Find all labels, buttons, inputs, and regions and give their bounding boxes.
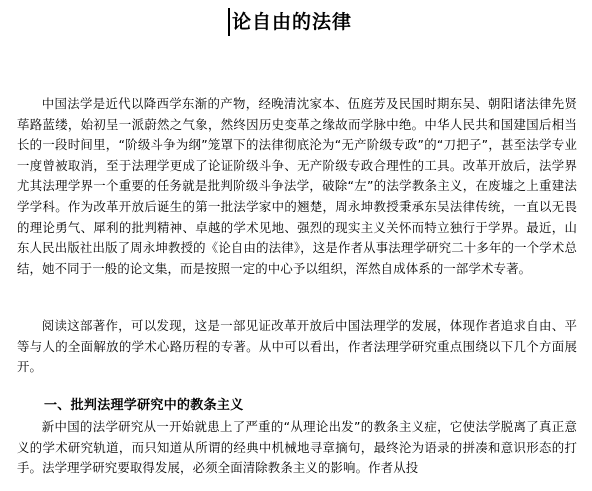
text-cursor — [228, 8, 230, 36]
paragraph-text: 中国法学是近代以降西学东渐的产物，经晚清沈家本、伍庭芳及民国时期东吴、朝阳诸法律先贤荜路蓝缕，始初呈一派蔚然之气象，然终因历史变革之缘故而学脉中绝。中华人民共和国建国后相当长的一段时间里，“阶级斗争为纲”笼罩下的法律彻底沦为“无产阶级专政”的“刀把子”，甚至法学专业一度曾被取消，至于法理学更成了论证阶级斗争、无产阶级专政合理性的工具。改革开放后，法学界尤其法理学界一个重要的任务就是批判阶级斗争法学，破除“左”的法学教条主义，在废墟之上重建法学学科。作为改革开放后诞生的第一批法学家中的翘楚，周永坤教授秉承东吴法律传统，一直以无畏的理论勇气、犀利的批判精神、卓越的学术见地、强烈的现实主义关怀而特立独行于学界。最近，山东人民出版社出版了周永坤教授的《论自由的法律》，这是作者从事法理学研究二十多年的一个学术总结，她不同于一般的论文集，而是按照一定的中心予以组织，浑然自成体系的一部学术专著。 — [17, 96, 577, 276]
title-area — [228, 6, 352, 38]
document-title: 论自由的法律 — [232, 11, 353, 33]
paragraph-text: 新中国的法学研究从一开始就患上了严重的“从理论出发”的教条主义症，它使法学脱离了真正意义的学术研究轨道，而只知道从所谓的经典中机械地寻章摘句，最终沦为语录的拼凑和意识形态的打手。法学理学研究要取得发展，必须全面清除教条主义的影响。作者从投 — [17, 419, 577, 476]
paragraph-1 — [17, 94, 577, 279]
paragraph-text: 阅读这部著作，可以发现，这是一部见证改革开放后中国法理学的发展，体现作者追求自由、平等与人的全面解放的学术心路历程的专著。从中可以看出，作者法理学研究重点围绕以下几个方面展开。 — [17, 318, 577, 375]
paragraph-2 — [17, 316, 577, 378]
paragraph-3 — [17, 417, 577, 479]
section-heading: 一、批判法理学研究中的教条主义 — [44, 398, 244, 413]
